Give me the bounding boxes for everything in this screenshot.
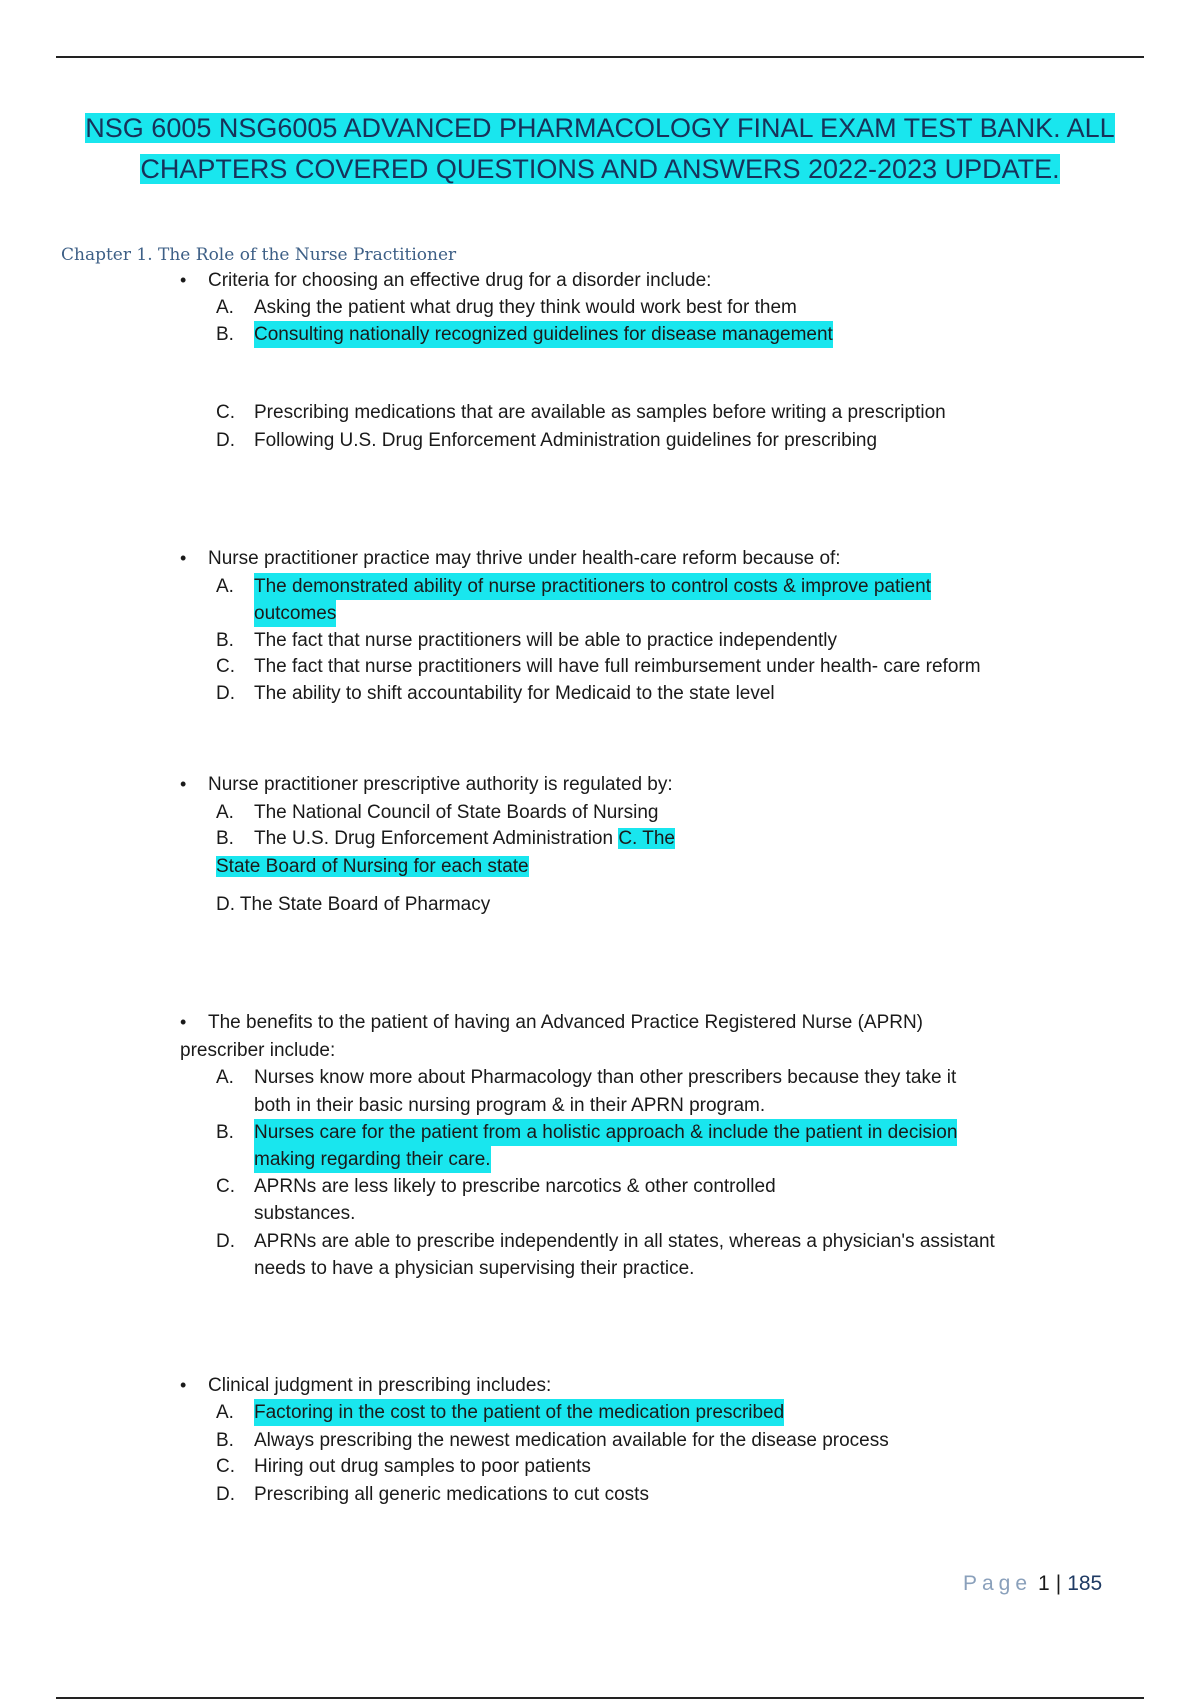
chapter-heading: Chapter 1. The Role of the Nurse Practitioner xyxy=(61,245,457,265)
bullet: • xyxy=(180,774,187,794)
question-stem-continued: prescriber include: xyxy=(180,1040,336,1061)
page-label: Page xyxy=(963,1572,1033,1595)
question-1 xyxy=(180,267,711,294)
bullet: • xyxy=(180,1012,187,1032)
question-5 xyxy=(180,1372,551,1399)
option-c-correct-start: C. The xyxy=(618,828,676,849)
page-separator: | xyxy=(1055,1572,1062,1595)
page-footer xyxy=(963,1572,1102,1596)
question-stem: Clinical judgment in prescribing includes: xyxy=(208,1375,552,1396)
option-d: D. The State Board of Pharmacy xyxy=(216,894,491,915)
top-rule xyxy=(56,56,1144,58)
bottom-rule xyxy=(56,1697,1144,1699)
question-stem: Nurse practitioner prescriptive authority is regulated by: xyxy=(208,774,673,795)
bullet: • xyxy=(180,548,187,568)
question-stem: Nurse practitioner practice may thrive under health-care reform because of: xyxy=(208,548,841,569)
page-number: 1 xyxy=(1038,1572,1050,1595)
bullet: • xyxy=(180,1375,187,1395)
document-title xyxy=(70,108,1130,190)
question-4 xyxy=(180,1009,923,1036)
total-pages: 185 xyxy=(1067,1572,1103,1595)
question-stem: Criteria for choosing an effective drug for a disorder include: xyxy=(208,270,712,291)
question-3 xyxy=(180,771,673,798)
bullet: • xyxy=(180,270,187,290)
title-line-1: NSG 6005 NSG6005 ADVANCED PHARMACOLOGY FINAL EXAM TEST BANK. ALL xyxy=(85,113,1115,143)
option-c-correct: State Board of Nursing for each state xyxy=(216,856,529,877)
question-stem: The benefits to the patient of having an Advanced Practice Registered Nurse (APRN) xyxy=(208,1012,924,1033)
title-line-2: CHAPTERS COVERED QUESTIONS AND ANSWERS 2022-2023 UPDATE. xyxy=(140,154,1060,184)
question-2 xyxy=(180,545,841,572)
